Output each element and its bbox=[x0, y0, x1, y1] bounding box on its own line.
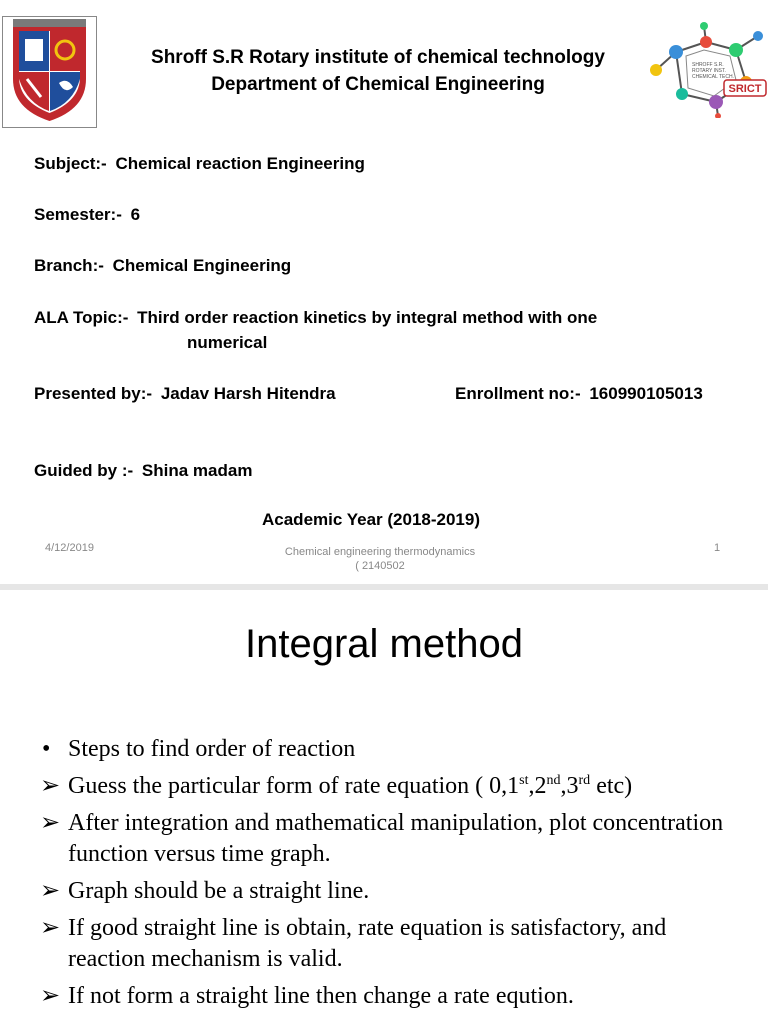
branch-line bbox=[34, 256, 291, 276]
enrollment-number: 160990105013 bbox=[589, 384, 703, 403]
svg-text:ROTARY INST.: ROTARY INST. bbox=[692, 68, 726, 74]
institute-name: Shroff S.R Rotary institute of chemical technology bbox=[151, 47, 605, 68]
topic-line bbox=[34, 308, 597, 328]
academic-year: Academic Year (2018-2019) bbox=[262, 510, 481, 529]
molecule-network-logo-icon bbox=[646, 22, 768, 118]
list-item bbox=[40, 913, 740, 975]
list-item-text: After integration and mathematical manipulation, plot concentration function versus time graph. bbox=[68, 810, 724, 867]
list-item-text: Guess the particular form of rate equation ( 0,1st,2nd,3rd etc) bbox=[68, 773, 633, 799]
presented-by-line bbox=[34, 384, 336, 404]
enrollment-line bbox=[455, 384, 703, 404]
content-slide bbox=[0, 592, 768, 1024]
list-item bbox=[40, 771, 740, 802]
semester-label: Semester:- bbox=[34, 205, 122, 224]
logo-small-text: SHROFF S.R. bbox=[692, 62, 724, 68]
subject-label: Subject:- bbox=[34, 154, 107, 173]
guided-by-line bbox=[34, 461, 252, 481]
subject-value: Chemical reaction Engineering bbox=[115, 154, 365, 173]
topic-value-continued: numerical bbox=[187, 333, 268, 352]
topic-value: Third order reaction kinetics by integral method with one bbox=[137, 308, 598, 327]
arrow-bullet-icon: ➢ bbox=[40, 983, 61, 1009]
arrow-bullet-icon: ➢ bbox=[40, 810, 61, 836]
logo-text: SRICT bbox=[728, 83, 762, 95]
footer-course bbox=[230, 545, 530, 573]
topic-label: ALA Topic:- bbox=[34, 308, 129, 327]
arrow-bullet-icon: ➢ bbox=[40, 773, 61, 799]
list-item-text: Steps to find order of reaction bbox=[68, 736, 356, 762]
branch-value: Chemical Engineering bbox=[112, 256, 292, 275]
college-crest-icon bbox=[2, 16, 97, 128]
guide-name: Shina madam bbox=[141, 461, 253, 480]
list-item bbox=[40, 981, 740, 1012]
arrow-bullet-icon: ➢ bbox=[40, 915, 61, 941]
footer-page-number: 1 bbox=[714, 542, 721, 554]
list-item-text: If not form a straight line then change a rate eqution. bbox=[68, 983, 574, 1009]
list-item bbox=[40, 808, 740, 870]
semester-line bbox=[34, 205, 140, 225]
svg-text:CHEMICAL TECH.: CHEMICAL TECH. bbox=[692, 74, 734, 80]
list-item-text: Graph should be a straight line. bbox=[68, 878, 370, 904]
department-name: Department of Chemical Engineering bbox=[211, 74, 545, 95]
presenter-name: Jadav Harsh Hitendra bbox=[160, 384, 336, 403]
semester-value: 6 bbox=[130, 205, 141, 224]
list-item-text: If good straight line is obtain, rate equation is satisfactory, and reaction mechanism is valid. bbox=[68, 915, 667, 972]
list-item bbox=[40, 876, 740, 907]
bullet-list bbox=[40, 734, 740, 1018]
subject-line bbox=[34, 154, 365, 174]
slide-title: Integral method bbox=[245, 622, 523, 666]
list-item bbox=[40, 734, 740, 765]
bullet-dot-icon: • bbox=[42, 736, 51, 762]
slide-divider bbox=[0, 584, 768, 590]
footer-course-line1: Chemical engineering thermodynamics bbox=[284, 546, 476, 558]
footer-course-line2: ( 2140502 bbox=[355, 560, 405, 572]
enrollment-label: Enrollment no:- bbox=[455, 384, 581, 403]
footer-date: 4/12/2019 bbox=[45, 542, 94, 554]
presented-by-label: Presented by:- bbox=[34, 384, 153, 403]
arrow-bullet-icon: ➢ bbox=[40, 878, 61, 904]
branch-label: Branch:- bbox=[34, 256, 104, 275]
guided-by-label: Guided by :- bbox=[34, 461, 134, 480]
